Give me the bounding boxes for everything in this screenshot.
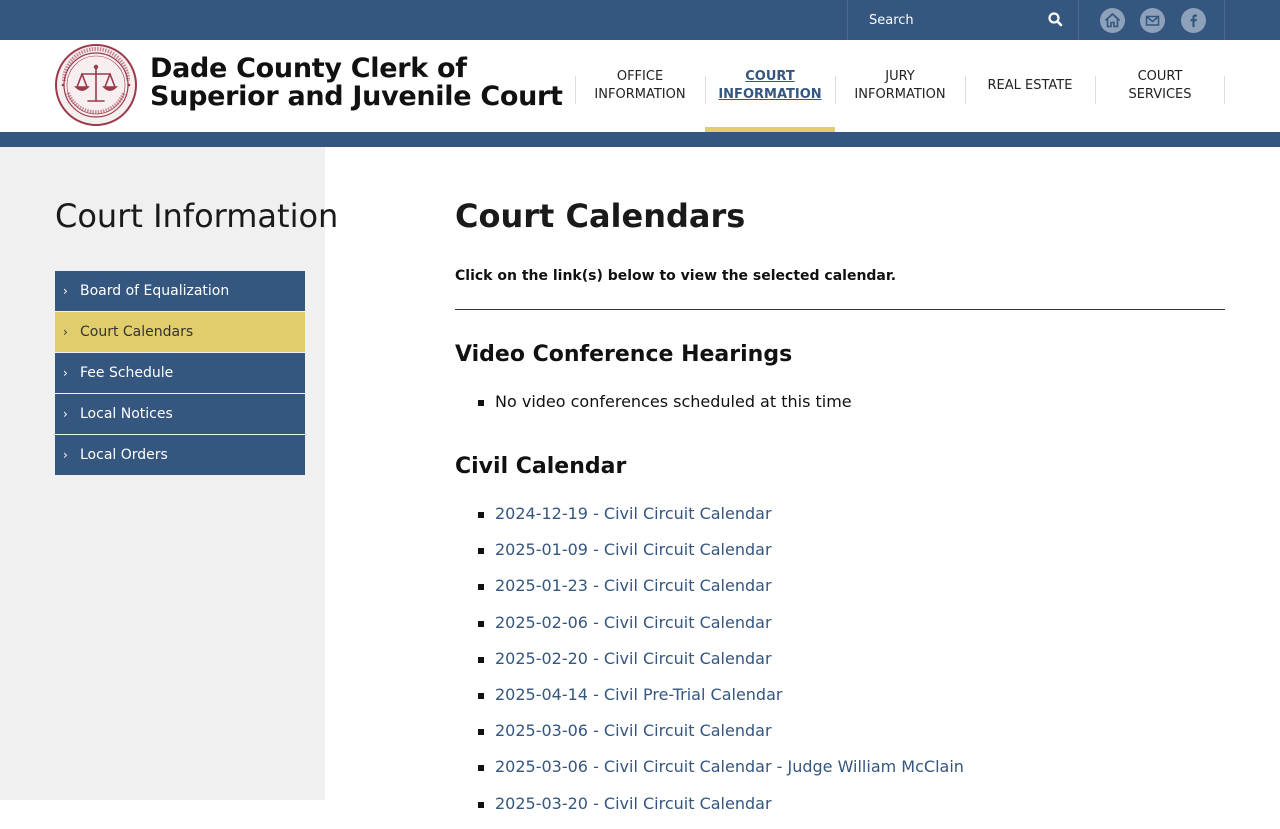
sidebar-menu bbox=[55, 271, 305, 476]
section-title-video-conference: Video Conference Hearings bbox=[455, 342, 793, 367]
site-header bbox=[0, 40, 1280, 132]
section-title-civil-calendar: Civil Calendar bbox=[455, 454, 627, 479]
site-title[interactable] bbox=[150, 53, 563, 112]
list-item bbox=[455, 793, 964, 829]
social-links bbox=[1079, 0, 1225, 40]
list-item bbox=[455, 575, 964, 611]
civil-calendar-list bbox=[455, 503, 964, 829]
calendar-link[interactable]: 2025-04-14 - Civil Pre-Trial Calendar bbox=[495, 684, 783, 704]
nav-label: JURY INFORMATION bbox=[854, 69, 946, 102]
nav-jury-information[interactable] bbox=[835, 40, 965, 132]
facebook-icon[interactable] bbox=[1181, 8, 1206, 33]
mail-icon[interactable] bbox=[1140, 8, 1165, 33]
sidebar-item-board-of-equalization[interactable] bbox=[55, 271, 305, 311]
video-conference-list bbox=[455, 391, 852, 427]
calendar-link[interactable]: 2025-01-09 - Civil Circuit Calendar bbox=[495, 540, 772, 560]
list-item bbox=[455, 503, 964, 539]
divider bbox=[455, 309, 1225, 310]
nav-label: REAL ESTATE bbox=[987, 78, 1073, 93]
list-item bbox=[455, 720, 964, 756]
calendar-link[interactable]: 2025-02-06 - Civil Circuit Calendar bbox=[495, 612, 772, 632]
sidebar-item-local-orders[interactable] bbox=[55, 435, 305, 475]
nav-office-information[interactable] bbox=[575, 40, 705, 132]
chevron-right-icon: › bbox=[63, 448, 68, 462]
list-item bbox=[455, 684, 964, 720]
chevron-right-icon: › bbox=[63, 407, 68, 421]
chevron-right-icon: › bbox=[63, 284, 68, 298]
list-item bbox=[455, 612, 964, 648]
search-input[interactable] bbox=[848, 0, 1043, 40]
clerk-seal-logo[interactable] bbox=[54, 43, 138, 127]
nav-label: COURT INFORMATION bbox=[718, 69, 822, 102]
main-navigation bbox=[575, 40, 1225, 132]
calendar-link[interactable]: 2025-01-23 - Civil Circuit Calendar bbox=[495, 576, 772, 596]
list-item bbox=[455, 648, 964, 684]
nav-court-services[interactable] bbox=[1095, 40, 1225, 132]
home-icon[interactable] bbox=[1100, 8, 1125, 33]
calendar-link[interactable]: 2025-03-20 - Civil Circuit Calendar bbox=[495, 793, 772, 813]
sidebar-item-label: Board of Equalization bbox=[80, 283, 230, 299]
sidebar-item-fee-schedule[interactable] bbox=[55, 353, 305, 393]
calendar-link[interactable]: 2024-12-19 - Civil Circuit Calendar bbox=[495, 504, 772, 523]
chevron-right-icon: › bbox=[63, 366, 68, 380]
sidebar-item-court-calendars[interactable] bbox=[55, 312, 305, 352]
search-box bbox=[847, 0, 1079, 40]
nav-label: OFFICE INFORMATION bbox=[594, 69, 686, 102]
list-item: No video conferences scheduled at this time bbox=[455, 391, 852, 427]
search-icon[interactable] bbox=[1047, 11, 1065, 29]
nav-court-information[interactable] bbox=[705, 40, 835, 132]
sidebar-item-label: Court Calendars bbox=[80, 324, 194, 340]
chevron-right-icon: › bbox=[63, 325, 68, 339]
nav-label: COURT SERVICES bbox=[1128, 69, 1192, 102]
sidebar-item-local-notices[interactable] bbox=[55, 394, 305, 434]
site-title-line2: Superior and Juvenile Court bbox=[150, 81, 563, 112]
top-bar bbox=[0, 0, 1280, 40]
page-title: Court Calendars bbox=[455, 197, 746, 235]
calendar-link[interactable]: 2025-02-20 - Civil Circuit Calendar bbox=[495, 648, 772, 668]
list-item bbox=[455, 756, 964, 792]
calendar-link[interactable]: 2025-03-06 - Civil Circuit Calendar bbox=[495, 721, 772, 741]
sidebar-item-label: Local Notices bbox=[80, 406, 173, 422]
header-divider-strip bbox=[0, 132, 1280, 147]
intro-text: Click on the link(s) below to view the selected calendar. bbox=[455, 268, 897, 284]
list-item bbox=[455, 539, 964, 575]
sidebar-item-label: Fee Schedule bbox=[80, 365, 174, 381]
site-title-line1: Dade County Clerk of bbox=[150, 53, 467, 84]
sidebar-heading: Court Information bbox=[55, 197, 339, 235]
calendar-link[interactable]: 2025-03-06 - Civil Circuit Calendar - Judge William McClain bbox=[495, 757, 964, 777]
sidebar-item-label: Local Orders bbox=[80, 447, 168, 463]
sidebar bbox=[0, 147, 339, 800]
nav-real-estate[interactable] bbox=[965, 40, 1095, 132]
